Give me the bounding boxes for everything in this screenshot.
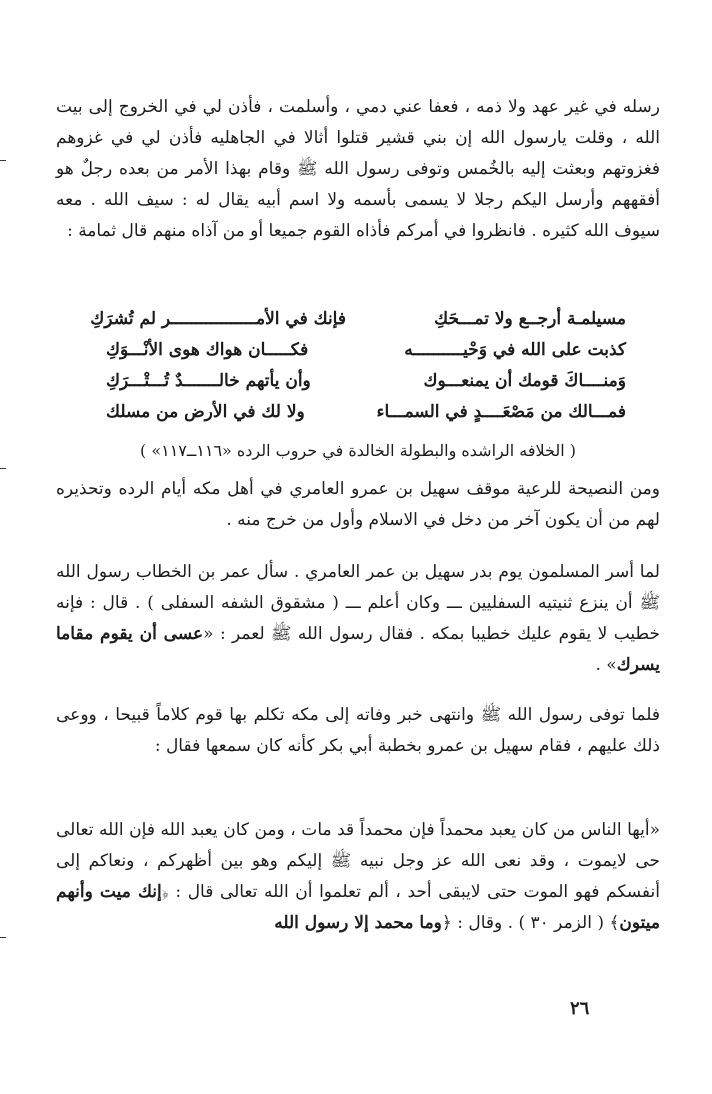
verse-second-hemistich: ولا لك في الأرض من مسلك xyxy=(106,402,305,422)
paragraph-text: لما أسر المسلمون يوم بدر سهيل بن عمر العامري . سأل عمر بن الخطاب رسول الله ﷺ أن ينزع ثنيتيه السفليين ـــ وكان أعلم ـــ ( مشقوق الشفه السفلى ) . قال : فإنه خطيب لا يقوم عليك خطيبا بمكه . فقال رسول الله ﷺ لعمر : « xyxy=(56,562,660,644)
page-number: ٢٦ xyxy=(570,998,590,1019)
verse-first-hemistich: مسيلمـة أرجــع ولا تمـــحَكِ xyxy=(434,309,626,329)
paragraph-suhail-speech xyxy=(56,815,660,939)
poem xyxy=(90,304,626,428)
verse-first-hemistich: وَمنــــاكَ قومك أن يمنعـــوك xyxy=(423,371,626,391)
edge-tick-mark xyxy=(0,468,6,469)
source-citation: ( الخلافه الراشده والبطولة الخالدة في حروب الرده «١١٦ــ١١٧» ) xyxy=(139,441,577,460)
verse-second-hemistich: فإنك في الأمـــــــــــــــــر لم تُشرَكِ xyxy=(90,309,346,329)
paragraph-prophet-death: فلما توفى رسول الله ﷺ وانتهى خبر وفاته إلى مكه تكلم بها قوم كلاماً قبيحا ، ووعى ذلك عليهم ، فقام سهيل بن عمرو بخطبة أبي بكر كأنه كان سمعها فقال : xyxy=(56,705,660,756)
quran-verse: إنك ميت وأنهم ميتون xyxy=(56,882,660,933)
paragraph-badr-captive xyxy=(56,557,660,681)
poem-verse xyxy=(106,335,626,366)
paragraph-suhail-advice: ومن النصيحة للرعية موقف سهيل بن عمرو العامري في أهل مكه أيام الرده وتحذيره لهم من أن يكون آخر من دخل في الاسلام وأول من خرج منه . xyxy=(56,479,660,530)
poem-verse xyxy=(90,304,626,335)
verse-second-hemistich: فكـــــان هواك هوى الأنْـــوَكِ xyxy=(106,340,309,360)
paragraph-thumama-story: رسله في غير عهد ولا ذمه ، فعفا عني دمي ، وأسلمت ، فأذن لي في الخروج إلى بيت الله ، وقلت يارسول الله إن بني قشير قتلوا أثالا في الجاهليه فأذن لي في غزوهم فغزوتهم وبعثت إليه بالخُمس وتوفى رسول الله ﷺ وقام بهذا الأمر من بعده رجلٌ هو أفقههم وأرسل اليكم رجلا لا يسمى بأسمه ولا اسم أبيه يقال له : سيف الله . معه سيوف الله كثيره . فانظروا في أمركم فأذاه القوم جميعا أو من آذاه منهم قال ثمامة : xyxy=(56,97,660,241)
edge-tick-mark xyxy=(0,160,6,161)
paragraph-text: «أيها الناس من كان يعبد محمداً فإن محمداً قد مات ، ومن كان يعبد الله فإن الله تعالى حى لايموت ، وقد نعى الله عز وجل نبيه ﷺ إليكم وهو بين أظهركم ، ونعاكم إلى أنفسكم فهو الموت حتى لايبقى أحد ، ألم تعلموا أن الله تعالى قال : ﴿ xyxy=(56,820,660,902)
quran-verse: وما محمد إلا رسول الله xyxy=(274,913,442,933)
verse-first-hemistich: فمـــالك من مَصْعَــــدٍ في السمـــاء xyxy=(376,402,626,422)
poem-verse xyxy=(106,397,626,428)
quoted-saying: عسى أن يقوم مقاما يسرك xyxy=(56,624,660,675)
paragraph-text: ﴾ ( الزمر ٣٠ ) . وقال : ﴿ xyxy=(441,913,620,933)
poem-verse xyxy=(106,366,626,397)
verse-first-hemistich: كذبت على الله في وَحْيــــــــــه xyxy=(404,340,626,360)
verse-second-hemistich: وأن يأتهم خالـــــــدٌ تُـــتْـــرَكِ xyxy=(106,371,311,391)
edge-tick-mark xyxy=(0,937,6,938)
paragraph-text: » . xyxy=(595,655,617,675)
